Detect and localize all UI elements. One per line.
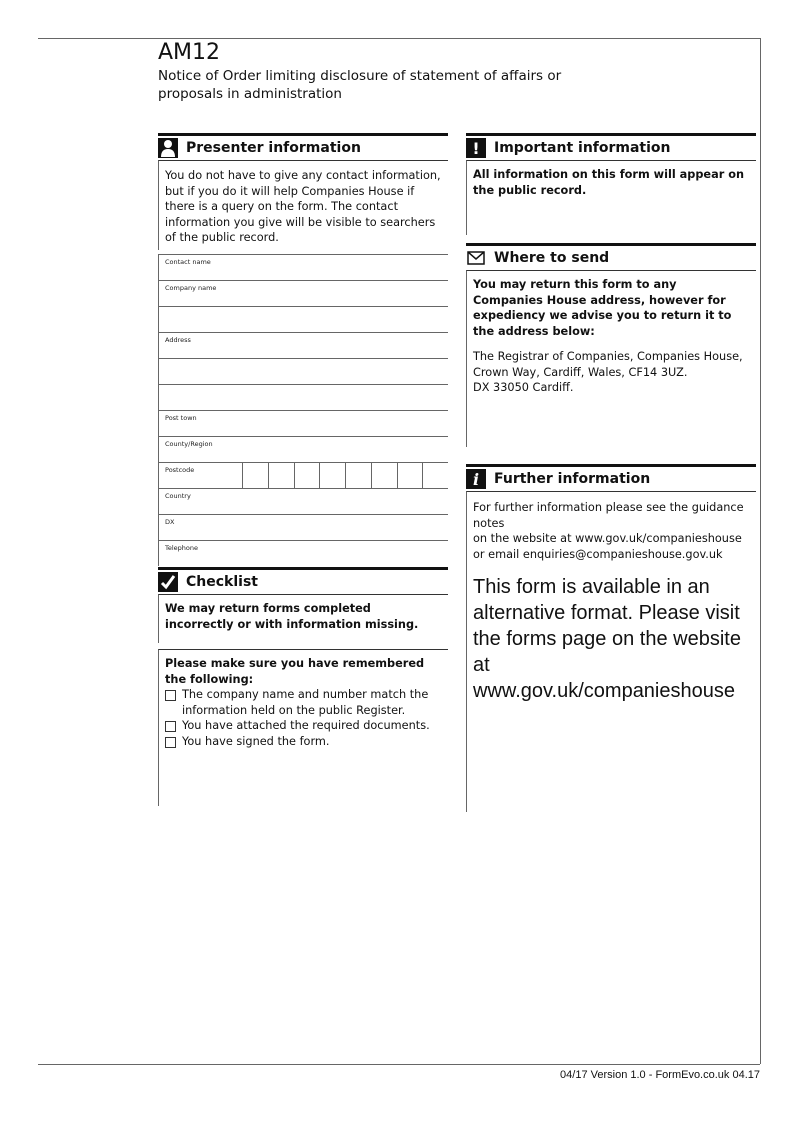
checkbox-icon[interactable] xyxy=(165,690,176,701)
postcode-boxes xyxy=(242,463,448,488)
further-info-line-3: or email enquiries@companieshouse.gov.uk xyxy=(473,547,723,561)
important-text: All information on this form will appear on the public record. xyxy=(466,160,756,235)
further-info-body xyxy=(466,491,756,812)
checklist-prompt: Please make sure you have remembered the following: xyxy=(165,657,425,686)
address-label: Address xyxy=(165,336,191,344)
form-code: AM12 xyxy=(158,40,221,65)
postcode-box[interactable] xyxy=(294,463,320,488)
telephone-label: Telephone xyxy=(165,544,199,552)
frame-top-rule xyxy=(38,38,760,39)
further-info-section xyxy=(466,464,756,812)
country-field[interactable] xyxy=(158,488,448,514)
checklist-item[interactable]: The company name and number match the information held on the public Register. xyxy=(165,687,442,718)
person-icon xyxy=(158,138,178,158)
postcode-field[interactable] xyxy=(158,462,448,488)
address-field[interactable] xyxy=(158,332,448,358)
postcode-box[interactable] xyxy=(319,463,345,488)
envelope-icon xyxy=(466,248,486,268)
post-town-field[interactable] xyxy=(158,410,448,436)
further-info-header xyxy=(466,464,756,491)
frame-bottom-rule xyxy=(38,1064,760,1065)
dx-field[interactable] xyxy=(158,514,448,540)
where-to-send-heading: Where to send xyxy=(494,250,610,266)
important-section xyxy=(466,133,756,235)
telephone-field[interactable] xyxy=(158,540,448,566)
address-line-3: DX 33050 Cardiff. xyxy=(473,381,574,394)
frame-right-rule xyxy=(760,38,761,1064)
company-name-label: Company name xyxy=(165,284,217,292)
checkbox-icon[interactable] xyxy=(165,737,176,748)
address-line-1: The Registrar of Companies, Companies House, xyxy=(473,350,743,363)
presenter-header xyxy=(158,133,448,160)
postcode-box[interactable] xyxy=(242,463,268,488)
presenter-intro: You do not have to give any contact information, but if you do it will help Companies House if there is a query on the form. The contact information you give will be visible to searchers of the public record. xyxy=(158,160,448,250)
postcode-box[interactable] xyxy=(268,463,294,488)
checkmark-icon xyxy=(158,572,178,592)
contact-name-field[interactable] xyxy=(158,254,448,280)
form-title: Notice of Order limiting disclosure of statement of affairs or proposals in administration xyxy=(158,68,562,102)
dx-label: DX xyxy=(165,518,175,526)
checklist-warning: We may return forms completed incorrectly or with information missing. xyxy=(158,594,448,643)
checklist-heading: Checklist xyxy=(186,574,258,590)
where-to-send-body xyxy=(466,270,756,447)
further-info-line-1: For further information please see the guidance notes xyxy=(473,501,744,530)
presenter-heading: Presenter information xyxy=(186,140,361,156)
address-line-2: Crown Way, Cardiff, Wales, CF14 3UZ. xyxy=(473,365,688,379)
checklist-item[interactable]: You have attached the required documents. xyxy=(165,718,442,734)
address-field-2[interactable] xyxy=(158,358,448,384)
exclamation-icon: ! xyxy=(466,138,486,158)
checklist-body xyxy=(158,649,448,806)
postcode-label: Postcode xyxy=(165,466,195,474)
where-to-send-section xyxy=(466,243,756,447)
post-town-label: Post town xyxy=(165,414,197,422)
presenter-section xyxy=(158,133,448,566)
further-info-line-2: on the website at www.gov.uk/companieshouse xyxy=(473,532,742,545)
checklist-section xyxy=(158,567,448,806)
postcode-box[interactable] xyxy=(422,463,448,488)
important-heading: Important information xyxy=(494,140,671,156)
address-field-3[interactable] xyxy=(158,384,448,410)
info-icon: i xyxy=(466,469,486,489)
footer-version: 04/17 Version 1.0 - FormEvo.co.uk 04.17 xyxy=(560,1069,760,1081)
alt-format-notice: This form is available in an alternative format. Please visit the forms page on the website at www.gov.uk/companieshouse xyxy=(473,576,741,702)
company-name-field-2[interactable] xyxy=(158,306,448,332)
important-header xyxy=(466,133,756,160)
country-label: Country xyxy=(165,492,191,500)
checklist-header xyxy=(158,567,448,594)
county-field[interactable] xyxy=(158,436,448,462)
checkbox-icon[interactable] xyxy=(165,721,176,732)
contact-name-label: Contact name xyxy=(165,258,211,266)
company-name-field[interactable] xyxy=(158,280,448,306)
postcode-box[interactable] xyxy=(345,463,371,488)
where-to-send-intro: You may return this form to any Companies House address, however for expediency we advise you to return it to the address below: xyxy=(473,278,732,338)
checklist-item[interactable]: You have signed the form. xyxy=(165,734,442,750)
where-to-send-header xyxy=(466,243,756,270)
postcode-box[interactable] xyxy=(397,463,423,488)
county-label: County/Region xyxy=(165,440,213,448)
further-info-heading: Further information xyxy=(494,471,651,487)
postcode-box[interactable] xyxy=(371,463,397,488)
